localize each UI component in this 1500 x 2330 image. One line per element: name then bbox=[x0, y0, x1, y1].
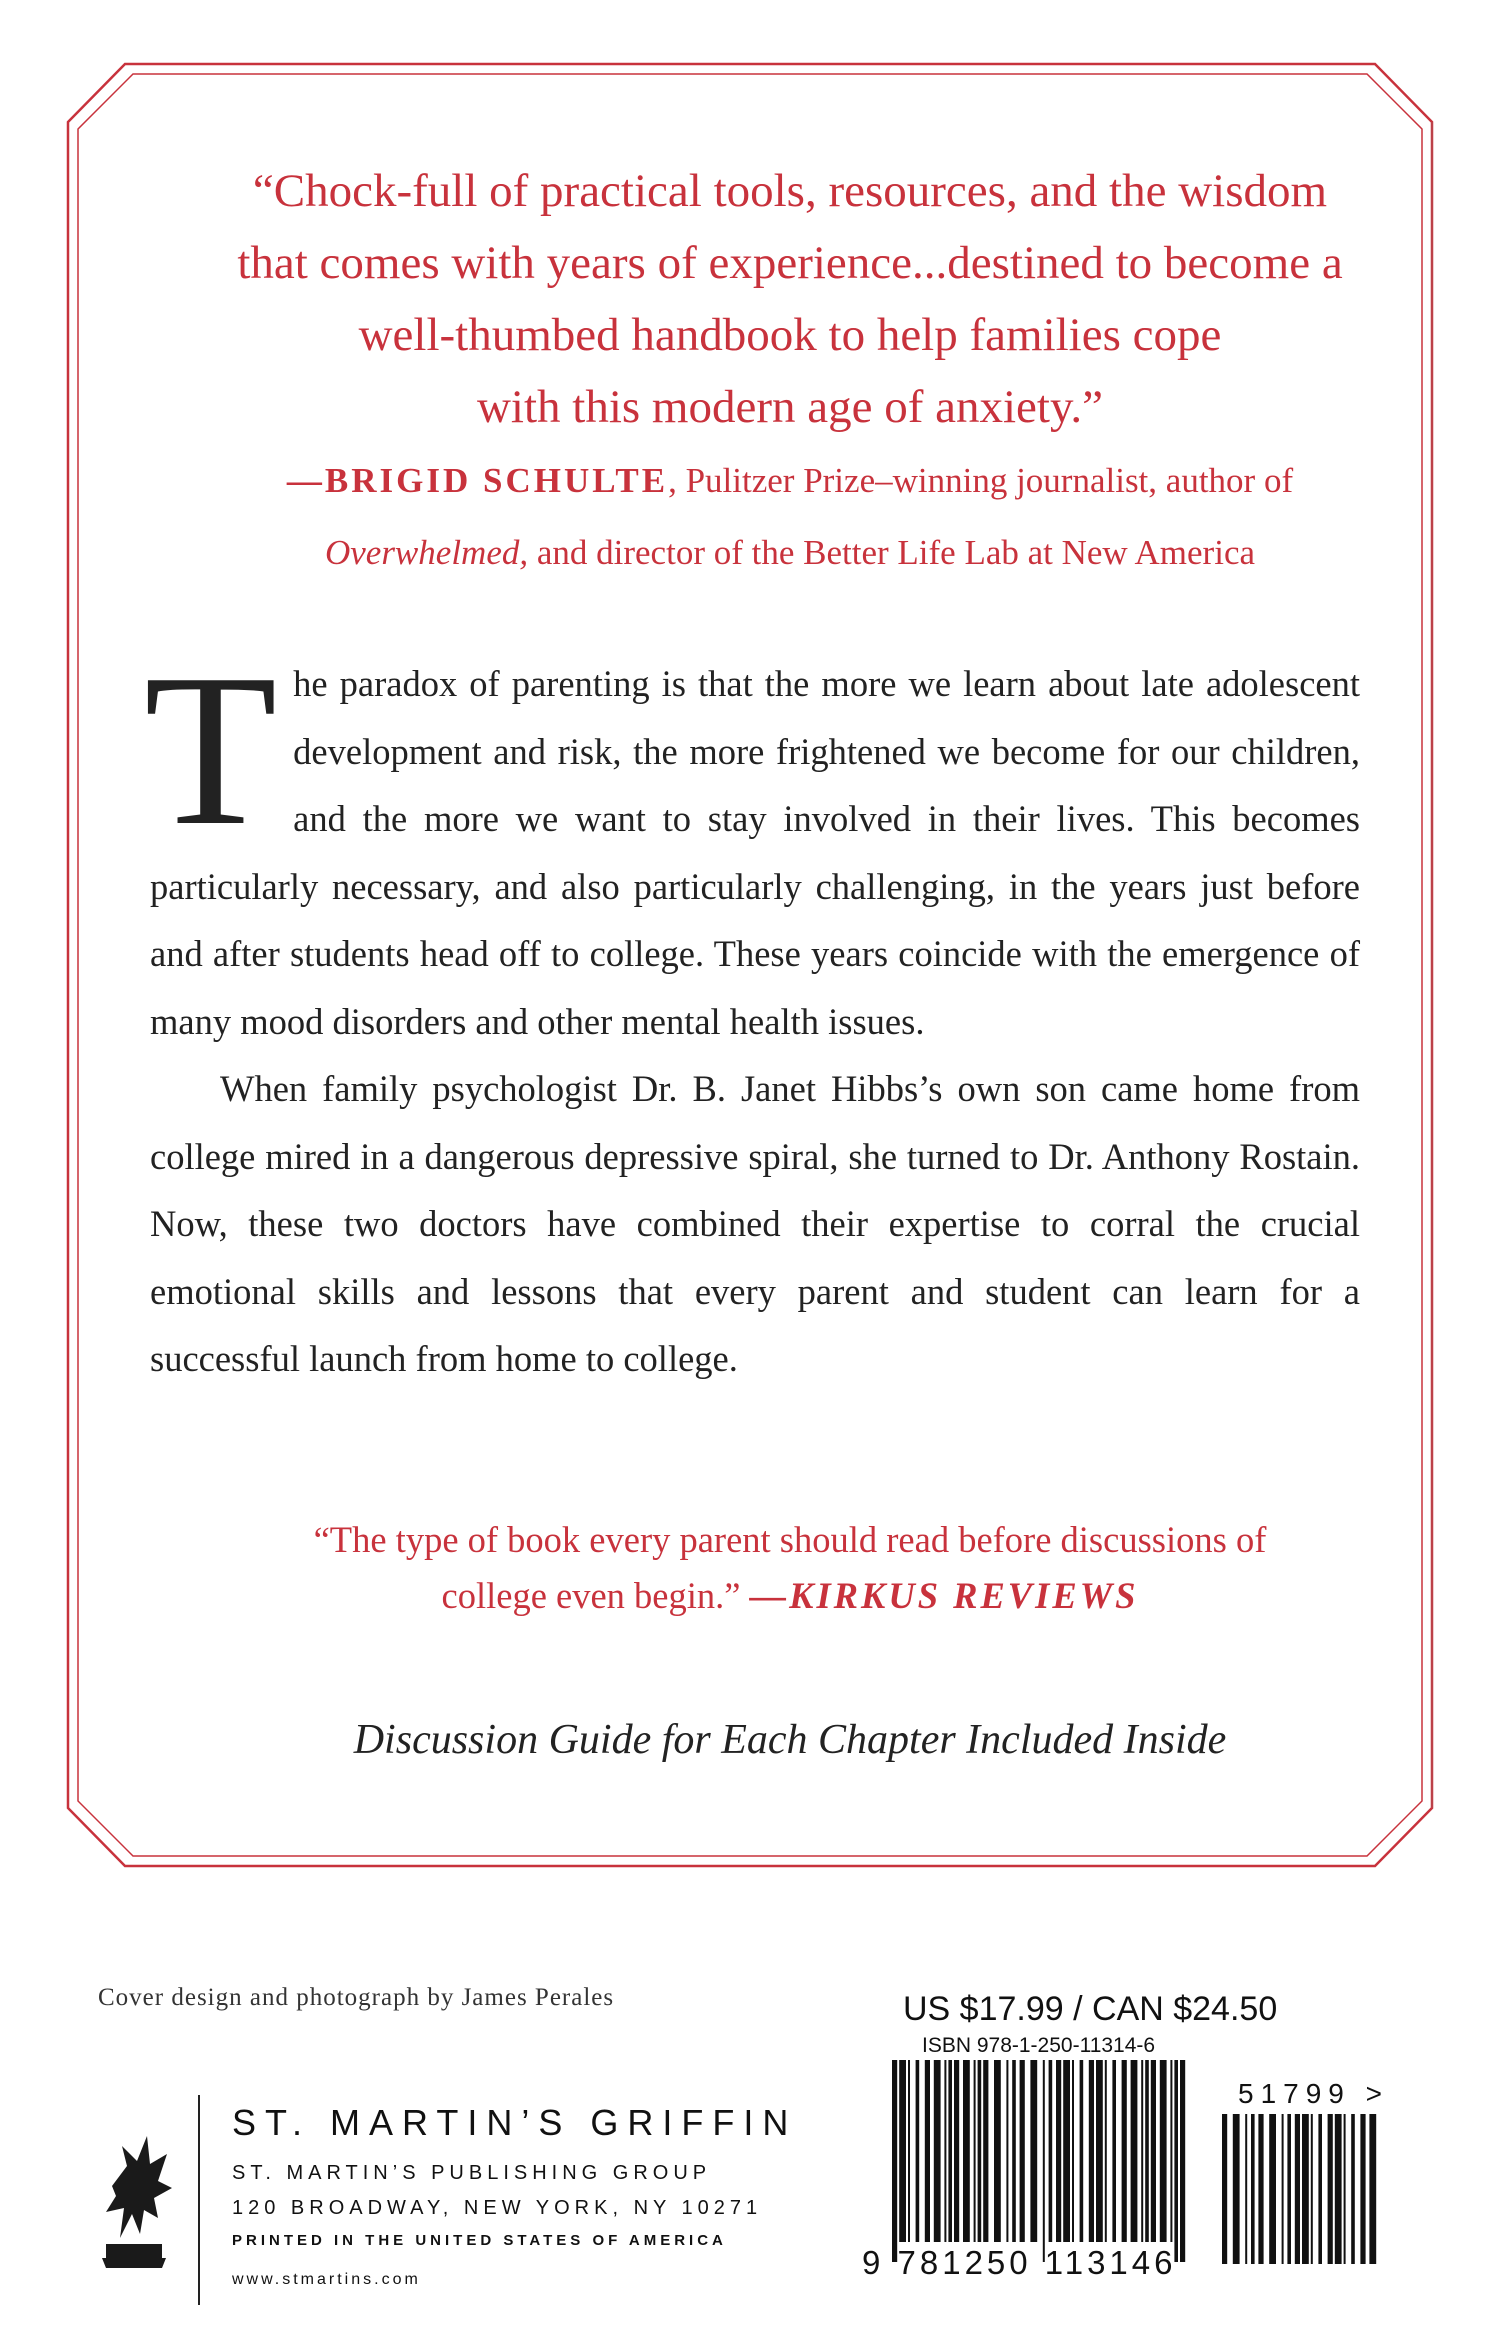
barcode-bar bbox=[1180, 2060, 1185, 2262]
barcode-bar bbox=[1287, 2114, 1291, 2264]
barcode-bar bbox=[1063, 2060, 1070, 2242]
price-barcode-bars bbox=[1222, 2114, 1376, 2264]
kirkus-line-1: “The type of book every parent should read before discussions of bbox=[313, 1519, 1267, 1560]
barcode-bar bbox=[1335, 2114, 1342, 2264]
attribution-dash: — bbox=[286, 461, 325, 500]
barcode-bar bbox=[1245, 2114, 1247, 2264]
barcode-bar bbox=[1258, 2114, 1263, 2264]
barcode-bar bbox=[1043, 2060, 1045, 2262]
barcode-bar bbox=[1096, 2060, 1103, 2242]
barcode-bar bbox=[1006, 2060, 1008, 2242]
barcode-bar bbox=[908, 2060, 910, 2242]
barcode-bar bbox=[1131, 2060, 1138, 2242]
barcode-bar bbox=[1360, 2114, 1365, 2264]
publisher-group: ST. MARTIN’S PUBLISHING GROUP bbox=[232, 2162, 712, 2184]
barcode-bar bbox=[1089, 2060, 1094, 2242]
publisher-address: 120 BROADWAY, NEW YORK, NY 10271 bbox=[232, 2197, 763, 2219]
barcode-bar bbox=[925, 2060, 930, 2242]
quote-line: with this modern age of anxiety.” bbox=[476, 381, 1104, 433]
barcode-bar bbox=[954, 2060, 959, 2242]
barcode-bar bbox=[1351, 2114, 1355, 2264]
barcode-bar bbox=[963, 2060, 970, 2242]
barcode-bar bbox=[1020, 2060, 1025, 2242]
publisher-name: ST. MARTIN’S GRIFFIN bbox=[232, 2102, 798, 2143]
barcode-bar bbox=[1302, 2114, 1309, 2264]
barcode-bar bbox=[899, 2060, 906, 2242]
printed-in: PRINTED IN THE UNITED STATES OF AMERICA bbox=[232, 2232, 727, 2249]
barcode-bar bbox=[1369, 2114, 1376, 2264]
attribution-name: BRIGID SCHULTE bbox=[324, 461, 669, 500]
kirkus-line-2: college even begin.” bbox=[441, 1575, 750, 1616]
barcode-bar bbox=[1233, 2114, 1240, 2264]
barcode-bar bbox=[1122, 2060, 1127, 2242]
ean-barcode-bars bbox=[892, 2060, 1185, 2262]
barcode-bar bbox=[1151, 2060, 1156, 2242]
barcode-bar bbox=[948, 2060, 952, 2242]
barcode-bar bbox=[944, 2060, 946, 2242]
barcode-bar bbox=[978, 2060, 982, 2242]
barcode-bar bbox=[1344, 2114, 1346, 2264]
quote-line: “Chock-full of practical tools, resources, and the wisdom bbox=[252, 165, 1328, 217]
drop-cap: T bbox=[144, 630, 278, 871]
price: US $17.99 / CAN $24.50 bbox=[903, 1990, 1278, 2028]
attribution-credentials: , Pulitzer Prize–winning journalist, author of bbox=[668, 461, 1294, 500]
isbn: ISBN 978-1-250-11314-6 bbox=[922, 2034, 1156, 2057]
barcode-bar bbox=[1012, 2060, 1016, 2242]
barcode-bar bbox=[1105, 2060, 1107, 2242]
barcode-bar bbox=[1318, 2114, 1322, 2264]
barcode-bar bbox=[1295, 2114, 1300, 2264]
barcode-bar bbox=[1049, 2060, 1053, 2242]
discussion-guide-note: Discussion Guide for Each Chapter Included Inside bbox=[353, 1717, 1227, 1763]
barcode-bar bbox=[916, 2060, 920, 2242]
price-code: 51799 > bbox=[1238, 2078, 1389, 2109]
quote-line: well-thumbed handbook to help families cope bbox=[358, 309, 1222, 361]
barcode-bar bbox=[1145, 2060, 1149, 2242]
barcode-bar bbox=[1056, 2060, 1061, 2242]
barcode-bar bbox=[1141, 2060, 1143, 2242]
attribution-credentials-cont: and director of the Better Life Lab at New America bbox=[528, 533, 1256, 572]
ean-digits: 9 781250 113146 bbox=[862, 2244, 1177, 2281]
barcode-bar bbox=[1160, 2060, 1167, 2242]
kirkus-source: —KIRKUS REVIEWS bbox=[749, 1575, 1139, 1616]
barcode-bar bbox=[983, 2060, 988, 2242]
barcode-bar bbox=[934, 2060, 941, 2242]
barcode-bar bbox=[1112, 2060, 1116, 2242]
description-paragraph-2: When family psychologist Dr. B. Janet Hibbs’s own son came home from college mired in a dangerous depressive spiral, she turned to Dr. Anthony Rostain. Now, these two doctors have combined their expertise to corral the crucial emotional skills and lessons that every parent and student can learn for a successful launch from home to college. bbox=[150, 1068, 1360, 1379]
barcode-bar bbox=[1311, 2114, 1313, 2264]
barcode-bar bbox=[1170, 2060, 1172, 2242]
barcode-bar bbox=[1222, 2114, 1227, 2264]
barcode-bar bbox=[1328, 2114, 1333, 2264]
barcode-bar bbox=[1282, 2114, 1284, 2264]
barcode-bar bbox=[1030, 2060, 1037, 2242]
barcode-bar bbox=[1072, 2060, 1074, 2242]
barcode-bar bbox=[1269, 2114, 1276, 2264]
barcode-bar bbox=[1080, 2060, 1084, 2242]
quote-line: that comes with years of experience...destined to become a bbox=[237, 237, 1343, 289]
barcode-bar bbox=[1174, 2060, 1178, 2262]
barcode-bar bbox=[1251, 2114, 1255, 2264]
paragraph-text: he paradox of parenting is that the more we learn about late adolescent development and risk, the more frightened we become for our children, and the more we want to stay involved in their lives. This becomes particularly necessary, and also particularly challenging, in the years just before and after students head off to college. These years coincide with the emergence of many mood disorders and other mental health issues. bbox=[150, 663, 1360, 1042]
barcode-bar bbox=[892, 2060, 897, 2262]
attribution-book-title: Overwhelmed, bbox=[324, 533, 529, 572]
publisher-website: www.stmartins.com bbox=[232, 2271, 421, 2288]
barcode-bar bbox=[994, 2060, 1001, 2242]
barcode-bar bbox=[974, 2060, 976, 2242]
cover-credit: Cover design and photograph by James Perales bbox=[98, 1984, 615, 2011]
